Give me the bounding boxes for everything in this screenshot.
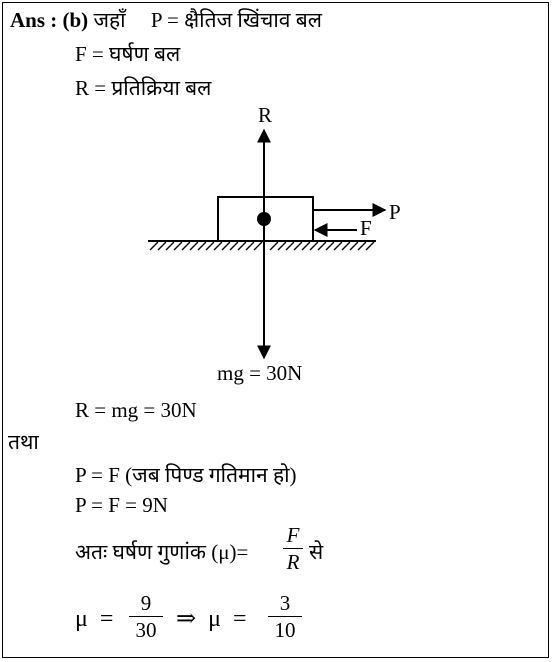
fraction-bar [268,616,302,617]
mu-denominator: R [286,550,300,574]
mu-fraction-fr [283,523,303,574]
fraction-bar [283,548,303,549]
fraction-bar [129,616,163,617]
mu-intro: अतः घर्षण गुणांक (μ)= [75,540,249,564]
where-word: जहाँ [93,8,126,32]
mu-suffix: से [309,540,324,564]
fraction-3-10 [268,591,302,642]
tatha-word: तथा [8,430,39,454]
r-equation: R = mg = 30N [75,398,197,422]
frac2-denominator: 10 [274,618,296,642]
frac1-denominator: 30 [135,618,157,642]
frac1-numerator: 9 [140,591,152,615]
f-definition: F = घर्षण बल [75,42,181,66]
p-value: P = F = 9N [75,493,168,517]
fraction-9-30 [129,591,163,642]
label-f: F [360,216,372,240]
ground-hatching [150,242,374,250]
label-r: R [258,103,273,127]
r-definition: R = प्रतिक्रिया बल [75,76,212,100]
label-p: P [389,200,401,224]
implies-mu: ⇒ μ = [176,606,247,632]
mu-numerator: F [286,523,300,547]
answer-label: Ans : (b) [10,8,89,32]
p-equals-f: P = F (जब पिण्ड गतिमान हो) [75,463,297,487]
frac2-numerator: 3 [279,591,291,615]
mu-symbol-1: μ = [75,606,114,632]
label-weight: mg = 30N [217,361,303,385]
p-definition: P = क्षैतिज खिंचाव बल [150,8,322,32]
